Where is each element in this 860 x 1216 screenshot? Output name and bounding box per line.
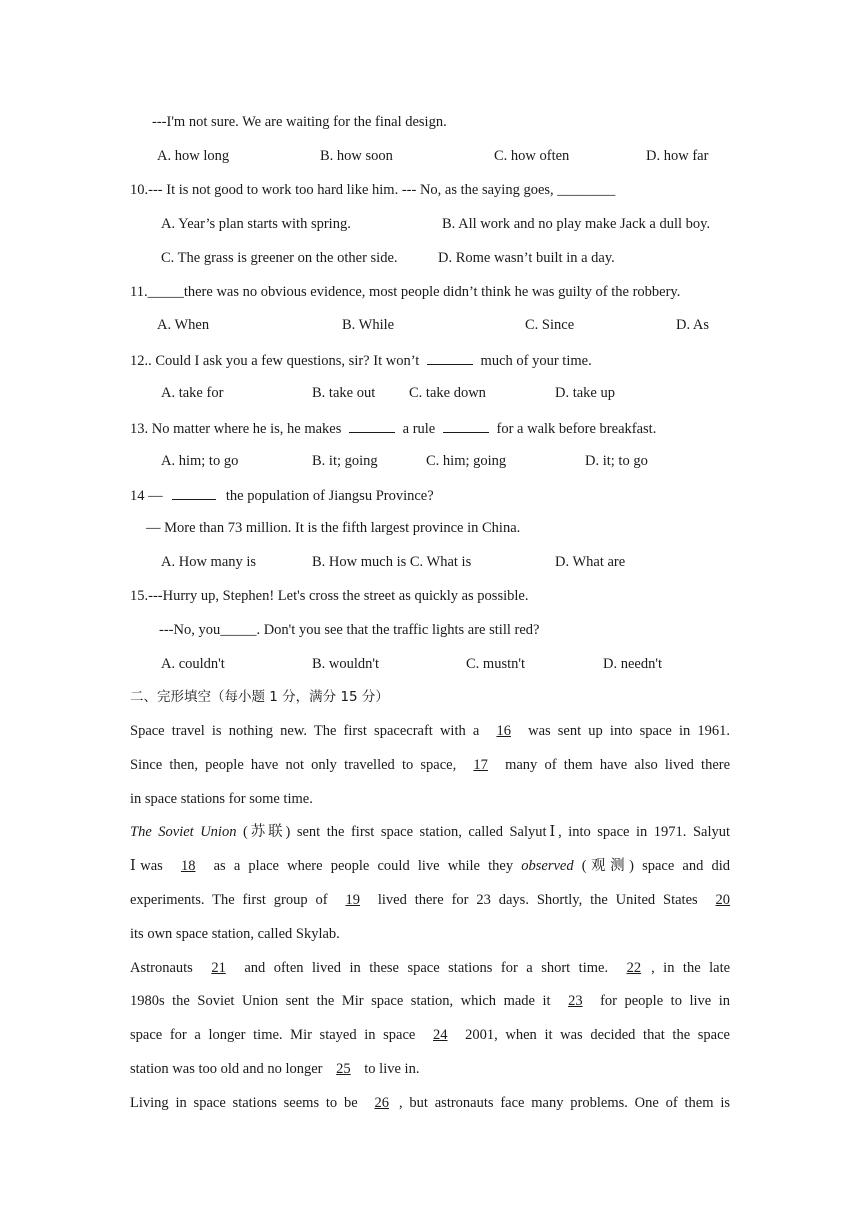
text: 1980s the Soviet Union sent the Mir space station, which made it — [130, 993, 551, 1009]
blank-18[interactable]: 18 — [180, 858, 196, 874]
text: space for a longer time. Mir stayed in space — [130, 1027, 416, 1043]
q10-stem: 10.--- It is not good to work too hard like him. --- No, as the saying goes, ________ — [130, 182, 616, 198]
blank-24[interactable]: 24 — [433, 1027, 448, 1043]
q13-stem-part-a: 13. No matter where he is, he makes — [130, 421, 342, 437]
blank-17[interactable]: 17 — [473, 757, 488, 773]
text: Ⅰwas — [130, 858, 163, 874]
q15-option-b: B. wouldn't — [312, 656, 380, 672]
q14-stem-part-a: 14 — — [130, 488, 163, 504]
q13-option-b: B. it; going — [312, 453, 378, 469]
q12-option-b: B. take out — [312, 385, 376, 401]
q14-option-b-c: B. How much is C. What is — [312, 554, 472, 570]
q13-blank-2[interactable] — [443, 418, 489, 433]
text: lived there for 23 days. Shortly, the United States — [377, 892, 698, 908]
text: many of them have also lived there — [505, 757, 731, 773]
q14-blank[interactable] — [172, 485, 216, 500]
text: , but astronauts face many problems. One of them is — [398, 1095, 730, 1111]
q13-stem-part-c: for a walk before breakfast. — [496, 421, 657, 437]
passage-p2-line-2 — [130, 857, 730, 875]
q14-stem — [130, 485, 434, 505]
text: (观测) space and did — [581, 858, 731, 874]
q12-stem-part-b: much of your time. — [480, 353, 592, 369]
text: for people to live in — [600, 993, 730, 1009]
text: to live in. — [364, 1061, 420, 1077]
italic-text: The Soviet Union — [130, 824, 237, 840]
q13-option-a: A. him; to go — [161, 453, 239, 469]
passage-p3-line-3 — [130, 1026, 730, 1044]
q9-option-c: C. how often — [494, 148, 570, 164]
q12-stem-part-a: 12.. Could I ask you a few questions, sir? It won’t — [130, 353, 420, 369]
q10-option-c: C. The grass is greener on the other side. — [161, 250, 398, 266]
passage-p2-line-3 — [130, 891, 730, 909]
q12-option-d: D. take up — [555, 385, 615, 401]
q14-option-a: A. How many is — [161, 554, 257, 570]
blank-16[interactable]: 16 — [496, 723, 511, 739]
text: Living in space stations seems to be — [130, 1095, 358, 1111]
q9-option-d: D. how far — [646, 148, 709, 164]
q10-option-d: D. Rome wasn’t built in a day. — [438, 250, 615, 266]
q13-blank-1[interactable] — [349, 418, 395, 433]
text: station was too old and no longer — [130, 1061, 323, 1077]
q13-option-d: D. it; to go — [585, 453, 648, 469]
passage-p3-line-2 — [130, 992, 730, 1010]
q11-option-d: D. As — [676, 317, 710, 333]
q15-option-c: C. mustn't — [466, 656, 526, 672]
passage-p3-line-4 — [130, 1060, 730, 1078]
italic-text: observed — [521, 858, 574, 874]
blank-22[interactable]: 22 — [626, 960, 642, 976]
q15-option-d: D. needn't — [603, 656, 662, 672]
blank-23[interactable]: 23 — [568, 993, 583, 1009]
passage-p1-line-3: in space stations for some time. — [130, 791, 313, 807]
blank-25[interactable]: 25 — [336, 1061, 351, 1077]
text: and often lived in these space stations for a short time. — [244, 960, 609, 976]
q9-option-b: B. how soon — [320, 148, 393, 164]
text: Space travel is nothing new. The first spacecraft with a — [130, 723, 480, 739]
q13-stem — [130, 418, 656, 438]
q15-option-a: A. couldn't — [161, 656, 225, 672]
passage-p2-line-4: its own space station, called Skylab. — [130, 926, 340, 942]
text: was sent up into space in 1961. — [528, 723, 730, 739]
q13-option-c: C. him; going — [426, 453, 507, 469]
section-2-heading: 二、完形填空（每小题 1 分，满分 15 分） — [130, 689, 389, 705]
passage-p3-line-1 — [130, 959, 730, 977]
q10-option-b: B. All work and no play make Jack a dull boy. — [442, 216, 711, 232]
q14-option-d: D. What are — [555, 554, 626, 570]
passage-p1-line-2 — [130, 756, 730, 774]
blank-19[interactable]: 19 — [345, 892, 360, 908]
text: as a place where people could live while they — [213, 858, 514, 874]
q9-answer-line: ---I'm not sure. We are waiting for the final design. — [152, 114, 447, 130]
q10-option-a: A. Year’s plan starts with spring. — [161, 216, 351, 232]
blank-26[interactable]: 26 — [374, 1095, 389, 1111]
passage-p2-line-1 — [130, 823, 730, 841]
q15-answer-line: ---No, you_____. Don't you see that the traffic lights are still red? — [159, 622, 540, 638]
blank-21[interactable]: 21 — [211, 960, 226, 976]
q14-stem-part-b: the population of Jiangsu Province? — [225, 488, 434, 504]
q12-blank[interactable] — [427, 350, 473, 365]
text: experiments. The first group of — [130, 892, 328, 908]
passage-p4-line-1 — [130, 1094, 730, 1112]
q9-option-a: A. how long — [157, 148, 230, 164]
text: Since then, people have not only travelled to space, — [130, 757, 457, 773]
q13-stem-part-b: a rule — [402, 421, 436, 437]
text: (苏联) sent the first space station, called SalyutⅠ, into space in 1971. Salyut — [243, 824, 730, 840]
q11-stem: 11._____there was no obvious evidence, most people didn’t think he was guilty of the robbery. — [130, 284, 681, 300]
q12-option-a: A. take for — [161, 385, 224, 401]
q12-stem — [130, 350, 592, 370]
q15-stem: 15.---Hurry up, Stephen! Let's cross the street as quickly as possible. — [130, 588, 529, 604]
q12-option-c: C. take down — [409, 385, 486, 401]
q14-answer-line: — More than 73 million. It is the fifth largest province in China. — [146, 520, 521, 536]
passage-p1-line-1 — [130, 722, 730, 740]
text: Astronauts — [130, 960, 193, 976]
q11-option-b: B. While — [342, 317, 395, 333]
text: 2001, when it was decided that the space — [465, 1027, 730, 1043]
text: , in the late — [651, 960, 731, 976]
q11-option-a: A. When — [157, 317, 210, 333]
q11-option-c: C. Since — [525, 317, 575, 333]
blank-20[interactable]: 20 — [715, 892, 731, 908]
